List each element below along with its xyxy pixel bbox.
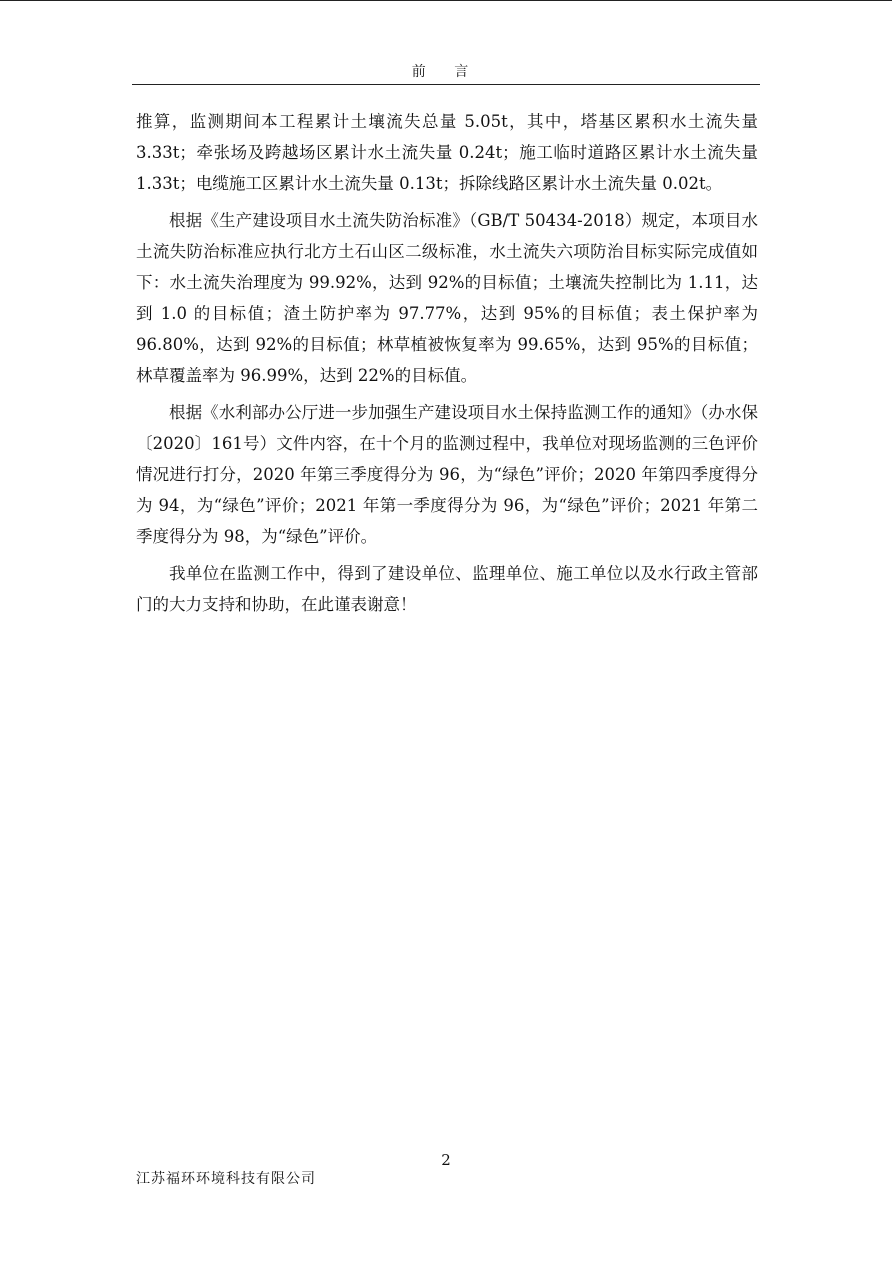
paragraph-prevention-targets: 根据《生产建设项目水土流失防治标准》（GB/T 50434-2018）规定，本项目水土流失防治标准应执行北方土石山区二级标准，水土流失六项防治目标实际完成值如下：水土流失治理度为 99.92%，达到 92%的目标值；土壤流失控制比为 1.11，达到 1.0 的目标值；渣土防护率为 97.77%，达到 95%的目标值；表土保护率为 96.80%，达到 92%的目标值；林草植被恢复率为 99.65%，达到 95%的目标值；林草覆盖率为 96.99%，达到 22%的目标值。 — [136, 211, 758, 385]
document-body — [136, 106, 758, 626]
running-header: 前 言 — [132, 62, 760, 85]
paragraph-acknowledgement: 我单位在监测工作中，得到了建设单位、监理单位、施工单位以及水行政主管部门的大力支持和协助，在此谨表谢意！ — [136, 564, 758, 614]
paragraph-soil-loss-estimate: 推算，监测期间本工程累计土壤流失总量 5.05t，其中，塔基区累积水土流失量 3.33t；牵张场及跨越场区累计水土流失量 0.24t；施工临时道路区累计水土流失量 1.33t；电缆施工区累计水土流失量 0.13t；拆除线路区累计水土流失量 0.02t。 — [136, 112, 758, 193]
page-top-border — [0, 0, 892, 1]
footer-company-name: 江苏福环环境科技有限公司 — [136, 1171, 316, 1187]
paragraph-three-color-evaluation: 根据《水利部办公厅进一步加强生产建设项目水土保持监测工作的通知》（办水保〔2020〕161号）文件内容，在十个月的监测过程中，我单位对现场监测的三色评价情况进行打分，2020 年第三季度得分为 96，为“绿色”评价；2020 年第四季度得分为 94，为“绿色”评价；2021 年第一季度得分为 96，为“绿色”评价；2021 年第二季度得分为 98，为“绿色”评价。 — [136, 403, 758, 546]
page-number: 2 — [441, 1151, 451, 1169]
